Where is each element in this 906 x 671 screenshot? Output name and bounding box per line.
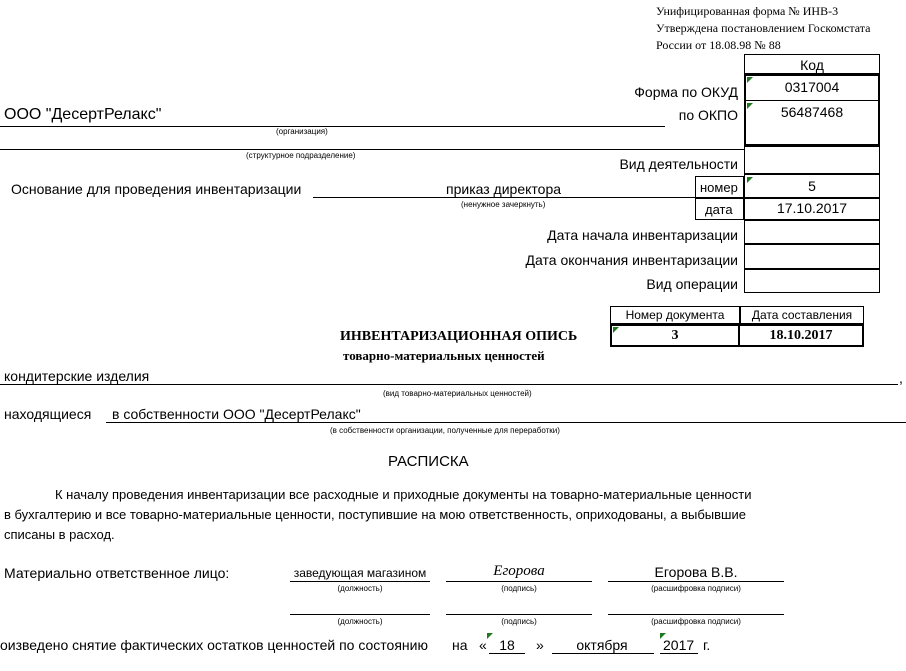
name-underline <box>608 581 784 582</box>
start-date-label: Дата начала инвентаризации <box>547 227 738 243</box>
activity-label: Вид деятельности <box>619 156 738 172</box>
location-underline <box>106 422 906 423</box>
goods-caption: (вид товарно-материальных ценностей) <box>383 389 532 398</box>
signature-underline <box>446 581 592 582</box>
day-underline <box>489 653 525 654</box>
caption-name-2: (расшифровка подписи) <box>651 617 741 626</box>
marker-icon <box>747 177 753 183</box>
footer-text: оизведено снятие фактических остатков ценностей по состоянию <box>0 637 428 653</box>
number-value: 5 <box>808 178 816 194</box>
marker-icon <box>660 633 666 639</box>
caption-name: (расшифровка подписи) <box>651 584 741 593</box>
operation-label: Вид операции <box>646 276 738 292</box>
basis-value: приказ директора <box>446 181 562 197</box>
doc-num-header: Номер документа <box>625 308 725 322</box>
receipt-line1: К началу проведения инвентаризации все расходные и приходные документы на товарно-материальные ценности <box>55 487 752 502</box>
marker-icon <box>487 633 493 639</box>
caption-signature-2: (подпись) <box>501 617 537 626</box>
caption-signature: (подпись) <box>501 584 537 593</box>
org-name: ООО "ДесертРелакс" <box>4 106 162 123</box>
responsible-label: Материально ответственное лицо: <box>4 565 230 581</box>
caption-position: (должность) <box>337 584 383 593</box>
signature2-underline <box>446 614 592 615</box>
subdivision-caption: (структурное подразделение) <box>246 151 356 160</box>
footer-quote-close: » <box>536 637 544 653</box>
divider <box>744 100 880 101</box>
start-date-cell <box>744 220 880 244</box>
marker-icon <box>613 327 619 333</box>
footer-year-suffix: г. <box>703 637 711 653</box>
code-header-label: Код <box>800 57 824 73</box>
doc-date-header-cell <box>740 306 864 324</box>
doc-num-cell <box>610 324 740 347</box>
responsible-signature: Егорова <box>493 563 545 579</box>
end-date-cell <box>744 244 880 269</box>
footer-year: 2017 <box>663 637 695 653</box>
receipt-line2: в бухгалтерию и все товарно-материальные ценности, поступившие на мою ответственность, оприходованы, а выбывшие <box>4 507 746 522</box>
location-caption: (в собственности организации, полученные для переработки) <box>330 426 560 435</box>
responsible-name: Егорова В.В. <box>654 564 738 580</box>
marker-icon <box>747 103 753 109</box>
caption-position-2: (должность) <box>337 617 383 626</box>
goods-value: кондитерские изделия <box>4 368 150 384</box>
form-header-line1: Унифицированная форма № ИНВ-3 <box>656 4 839 18</box>
doc-title: ИНВЕНТАРИЗАЦИОННАЯ ОПИСЬ <box>340 329 578 344</box>
basis-caption: (ненужное зачеркнуть) <box>461 200 546 209</box>
date-label: дата <box>705 202 733 217</box>
activity-cell <box>744 146 880 174</box>
responsible-position: заведующая магазином <box>293 566 427 580</box>
basis-label: Основание для проведения инвентаризации <box>11 181 302 197</box>
doc-num-value: 3 <box>671 328 679 343</box>
footer-quote-open: « <box>479 637 487 653</box>
doc-num-header-cell <box>610 306 740 324</box>
org-underline <box>0 126 665 127</box>
goods-underline <box>0 384 898 385</box>
footer-month: октября <box>576 637 628 653</box>
goods-comma: , <box>899 370 903 386</box>
form-header-line2: Утверждена постановлением Госкомстата <box>656 21 871 35</box>
form-header-line3: России от 18.08.98 № 88 <box>656 38 781 52</box>
basis-underline <box>313 197 695 198</box>
footer-na: на <box>452 637 468 653</box>
location-value: в собственности ООО "ДесертРелакс" <box>112 406 361 422</box>
doc-date-value: 18.10.2017 <box>769 328 833 343</box>
okpo-value: 56487468 <box>780 104 844 120</box>
footer-day: 18 <box>499 637 515 653</box>
marker-icon <box>747 77 753 83</box>
subdivision-underline <box>0 149 744 150</box>
operation-cell <box>744 269 880 293</box>
position-underline <box>290 581 430 582</box>
receipt-line3: списаны в расход. <box>4 527 115 542</box>
year-underline <box>660 653 698 654</box>
okud-value: 0317004 <box>784 79 840 95</box>
code-header-cell <box>744 54 880 74</box>
doc-date-cell <box>738 324 864 347</box>
month-underline <box>552 653 654 654</box>
number-label: номер <box>700 180 738 195</box>
location-label: находящиеся <box>4 406 92 422</box>
receipt-title: РАСПИСКА <box>388 453 469 470</box>
end-date-label: Дата окончания инвентаризации <box>525 252 738 268</box>
okud-label: Форма по ОКУД <box>634 84 738 100</box>
position2-underline <box>290 614 430 615</box>
date-value: 17.10.2017 <box>776 200 848 216</box>
doc-subtitle: товарно-материальных ценностей <box>343 348 545 363</box>
org-caption: (организация) <box>276 127 328 136</box>
name2-underline <box>608 614 784 615</box>
doc-date-header: Дата составления <box>751 308 853 322</box>
okpo-label: по ОКПО <box>678 107 738 123</box>
